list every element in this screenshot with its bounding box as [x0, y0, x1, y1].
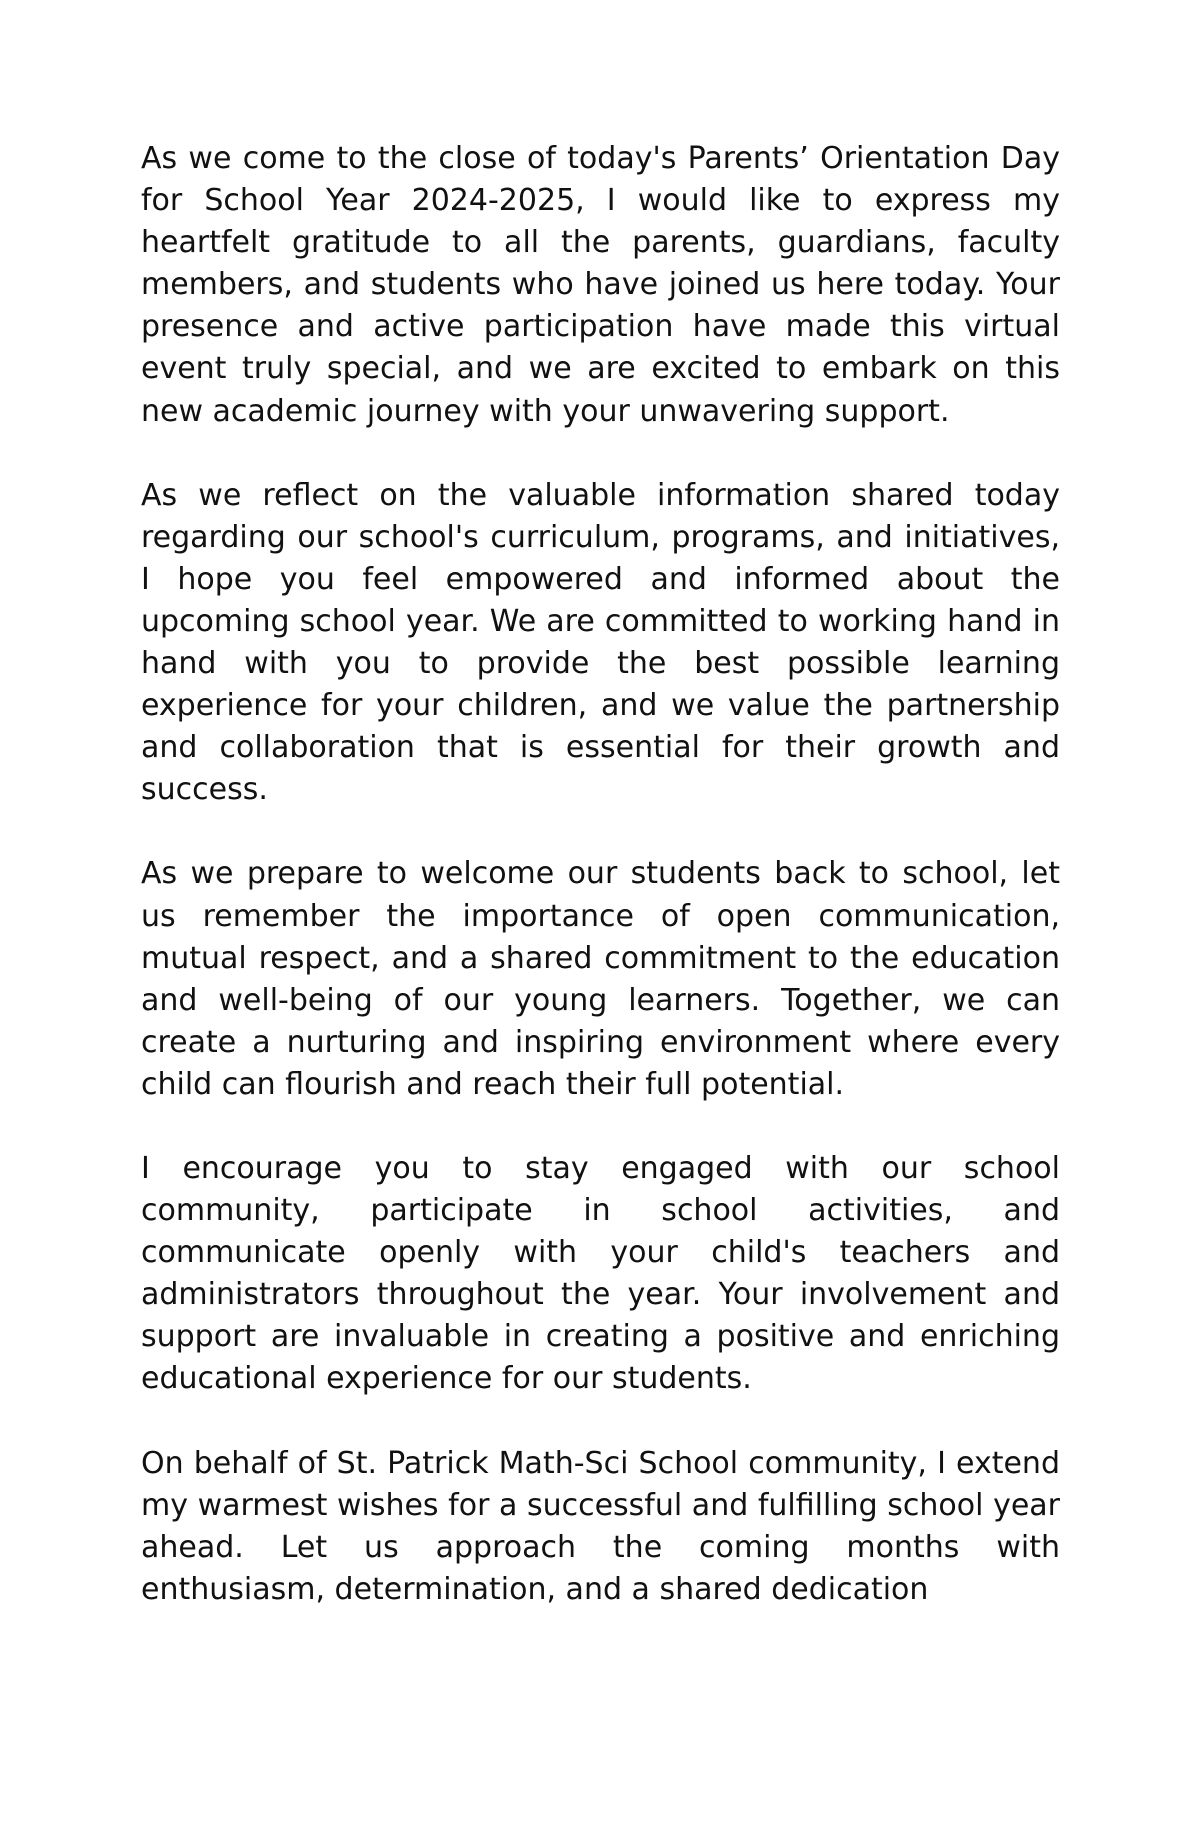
paragraph-engagement: I encourage you to stay engaged with our school community, participate in school activities, and communicate openly with your child's teachers and administrators throughout the year. Your involvement and support are invaluable in creating a positive and enriching educational experience for our students.: [141, 1150, 1060, 1397]
document-body: [141, 138, 1060, 1653]
paragraph-welcome-back: As we prepare to welcome our students back to school, let us remember the importance of open communication, mutual respect, and a shared commitment to the education and well-being of our young learners. Together, we can create a nurturing and inspiring environment where every child can flourish and reach their full potential.: [141, 856, 1060, 1102]
paragraph-closing-wishes: On behalf of St. Patrick Math-Sci School community, I extend my warmest wishes for a successful and fulfilling school year ahead. Let us approach the coming months with enthusiasm, determination, and a shared dedication: [141, 1445, 1060, 1607]
paragraph-gratitude: As we come to the close of today's Parents’ Orientation Day for School Year 2024-2025, I would like to express my heartfelt gratitude to all the parents, guardians, faculty members, and students who have joined us here today. Your presence and active participation have made this virtual event truly special, and we are excited to embark on this new academic journey with your unwavering support.: [141, 141, 1060, 429]
paragraph-reflection: As we reflect on the valuable information shared today regarding our school's curriculum, programs, and initiatives, I hope you feel empowered and informed about the upcoming school year. We are committed to working hand in hand with you to provide the best possible learning experience for your children, and we value the partnership and collaboration that is essential for their growth and success.: [141, 477, 1060, 808]
